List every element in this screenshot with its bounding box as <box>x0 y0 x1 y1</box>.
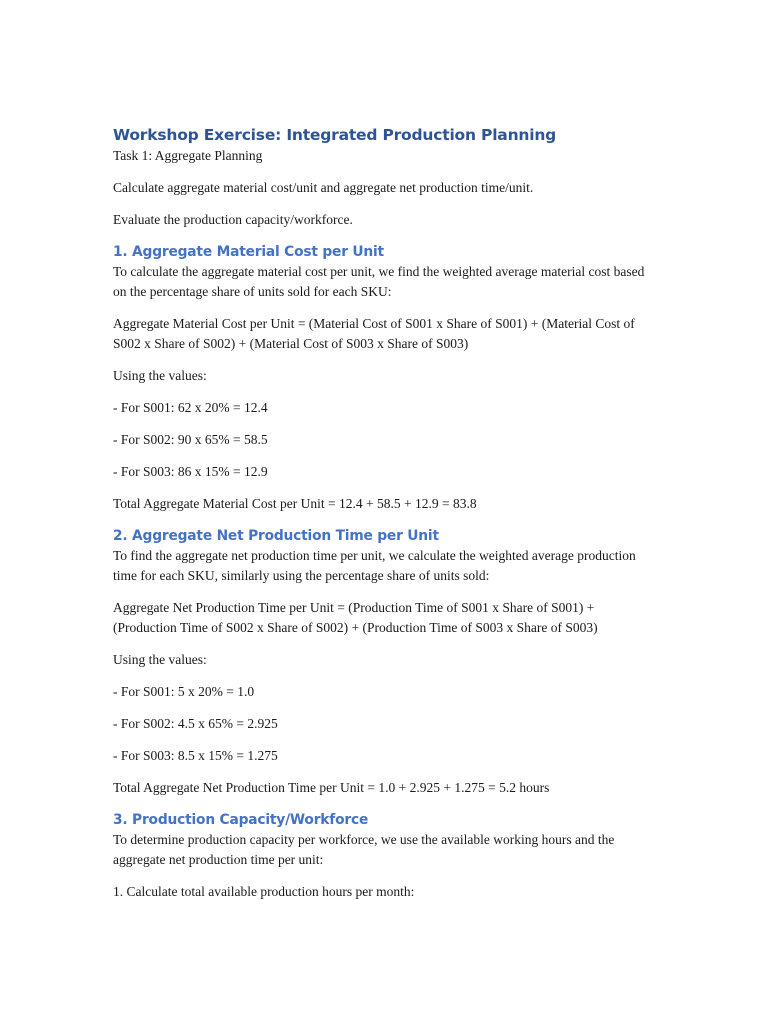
section-1-calc-s002: - For S002: 90 x 65% = 58.5 <box>113 432 268 447</box>
section-1-formula: Aggregate Material Cost per Unit = (Material Cost of S001 x Share of S001) + (Material Cost of S002 x Share of S002) + (Material Cost of S003 x Share of S003) <box>113 316 635 351</box>
section-1-total: Total Aggregate Material Cost per Unit = 12.4 + 58.5 + 12.9 = 83.8 <box>113 496 477 511</box>
section-2-using-values: Using the values: <box>113 652 207 667</box>
document-body <box>113 124 653 914</box>
section-1-calc-s001: - For S001: 62 x 20% = 12.4 <box>113 400 268 415</box>
section-1-paragraph: To calculate the aggregate material cost per unit, we find the weighted average material cost based on the percentage share of units sold for each SKU: <box>113 264 645 299</box>
section-3-paragraph: To determine production capacity per workforce, we use the available working hours and the aggregate net production time per unit: <box>113 832 615 867</box>
section-3-heading: 3. Production Capacity/Workforce <box>113 812 369 828</box>
section-1-using-values: Using the values: <box>113 368 207 383</box>
section-2-paragraph: To find the aggregate net production time per unit, we calculate the weighted average production time for each SKU, similarly using the percentage share of units sold: <box>113 548 636 583</box>
intro-paragraph-2: Evaluate the production capacity/workforce. <box>113 212 353 227</box>
section-1-heading: 1. Aggregate Material Cost per Unit <box>113 244 384 260</box>
section-2-calc-s001: - For S001: 5 x 20% = 1.0 <box>113 684 255 699</box>
section-2-heading: 2. Aggregate Net Production Time per Unit <box>113 528 439 544</box>
section-2-total: Total Aggregate Net Production Time per Unit = 1.0 + 2.925 + 1.275 = 5.2 hours <box>113 780 550 795</box>
task-label: Task 1: Aggregate Planning <box>113 148 263 163</box>
intro-paragraph-1: Calculate aggregate material cost/unit and aggregate net production time/unit. <box>113 180 534 195</box>
document-title: Workshop Exercise: Integrated Production Planning <box>113 126 557 144</box>
section-2-calc-s002: - For S002: 4.5 x 65% = 2.925 <box>113 716 278 731</box>
section-3-step-1: 1. Calculate total available production hours per month: <box>113 884 415 899</box>
section-2-calc-s003: - For S003: 8.5 x 15% = 1.275 <box>113 748 278 763</box>
section-2-formula: Aggregate Net Production Time per Unit = (Production Time of S001 x Share of S001) + (Production Time of S002 x Share of S002) + (Production Time of S003 x Share of S003) <box>113 600 598 635</box>
section-1-calc-s003: - For S003: 86 x 15% = 12.9 <box>113 464 268 479</box>
